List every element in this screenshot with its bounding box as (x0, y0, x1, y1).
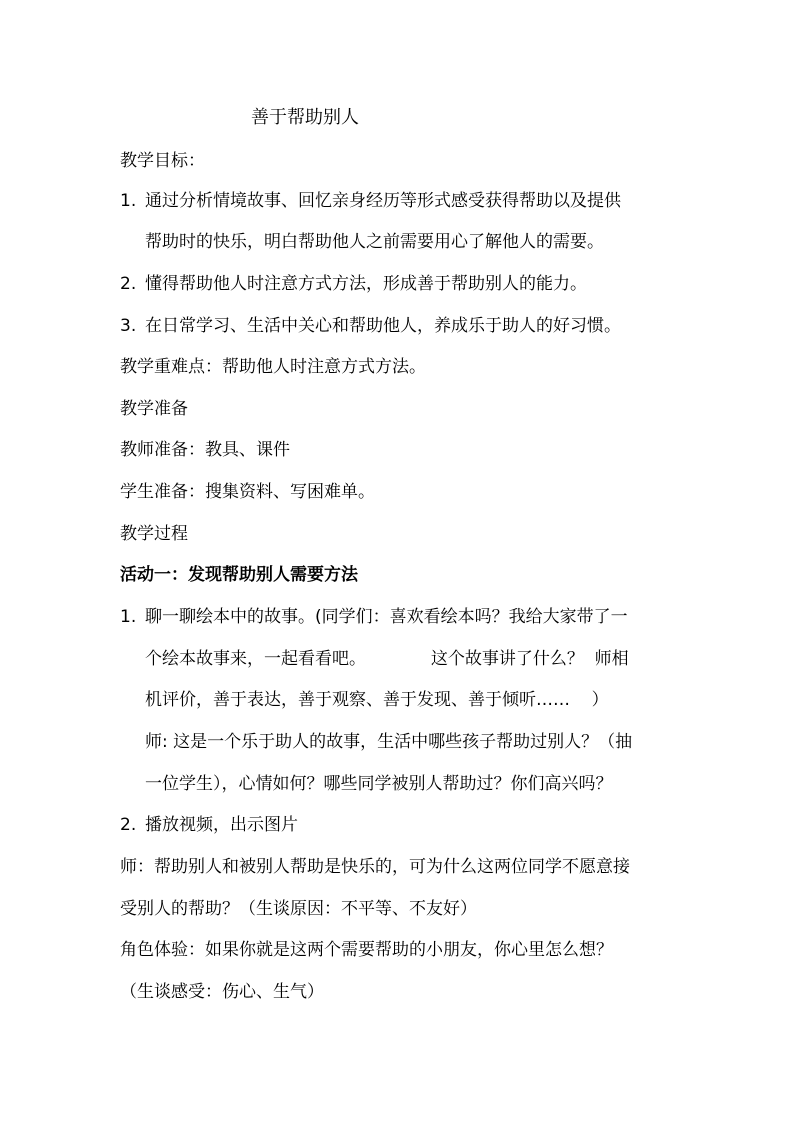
objective-item-2 (120, 273, 710, 295)
activity-1-heading: 活动一：发现帮助别人需要方法 (120, 565, 358, 585)
step-1 (120, 606, 710, 628)
role-play-line-2: （生谈感受：伤心、生气） (120, 982, 324, 1002)
step-1-line-2: 个绘本故事来，一起看看吧。 这个故事讲了什么？ 师相 (145, 649, 629, 669)
objective-text: 通过分析情境故事、回忆亲身经历等形式感受获得帮助以及提供 (145, 191, 621, 211)
document-title: 善于帮助别人 (251, 107, 359, 128)
objective-number: 2. (120, 274, 137, 294)
step-1-line-3: 机评价，善于表达，善于观察、善于发现、善于倾听…… ） (145, 690, 609, 710)
process-heading: 教学过程 (120, 524, 188, 544)
teacher-question-line-2: 受别人的帮助？（生谈原因：不平等、不友好） (120, 899, 477, 919)
student-prep: 学生准备：搜集资料、写困难单。 (120, 482, 375, 502)
objective-number: 3. (120, 316, 137, 336)
step-number: 1. (120, 607, 137, 627)
step-number: 2. (120, 815, 137, 835)
objective-item-1 (120, 190, 710, 212)
step-1-line-4: 师: 这是一个乐于助人的故事，生活中哪些孩子帮助过别人？（抽 (145, 732, 633, 752)
step-2 (120, 814, 710, 836)
step-1-line-5: 一位学生），心情如何？哪些同学被别人帮助过？你们高兴吗？ (145, 774, 613, 794)
objective-number: 1. (120, 191, 137, 211)
role-play-line-1: 角色体验：如果你就是这两个需要帮助的小朋友，你心里怎么想？ (120, 940, 613, 960)
objectives-heading: 教学目标： (120, 151, 205, 171)
objective-item-1-continued: 帮助时的快乐，明白帮助他人之前需要用心了解他人的需要。 (145, 232, 604, 252)
step-text: 聊一聊绘本中的故事。(同学们：喜欢看绘本吗？我给大家带了一 (145, 607, 628, 627)
step-text: 播放视频，出示图片 (145, 815, 298, 835)
objective-item-3 (120, 315, 710, 337)
objective-text: 在日常学习、生活中关心和帮助他人，养成乐于助人的好习惯。 (145, 316, 621, 336)
key-point: 教学重难点：帮助他人时注意方式方法。 (120, 357, 426, 377)
teacher-question-line-1: 师：帮助别人和被别人帮助是快乐的，可为什么这两位同学不愿意接 (120, 857, 630, 877)
prep-heading: 教学准备 (120, 399, 188, 419)
objective-text: 懂得帮助他人时注意方式方法，形成善于帮助别人的能力。 (145, 274, 587, 294)
teacher-prep: 教师准备：教具、课件 (120, 440, 290, 460)
